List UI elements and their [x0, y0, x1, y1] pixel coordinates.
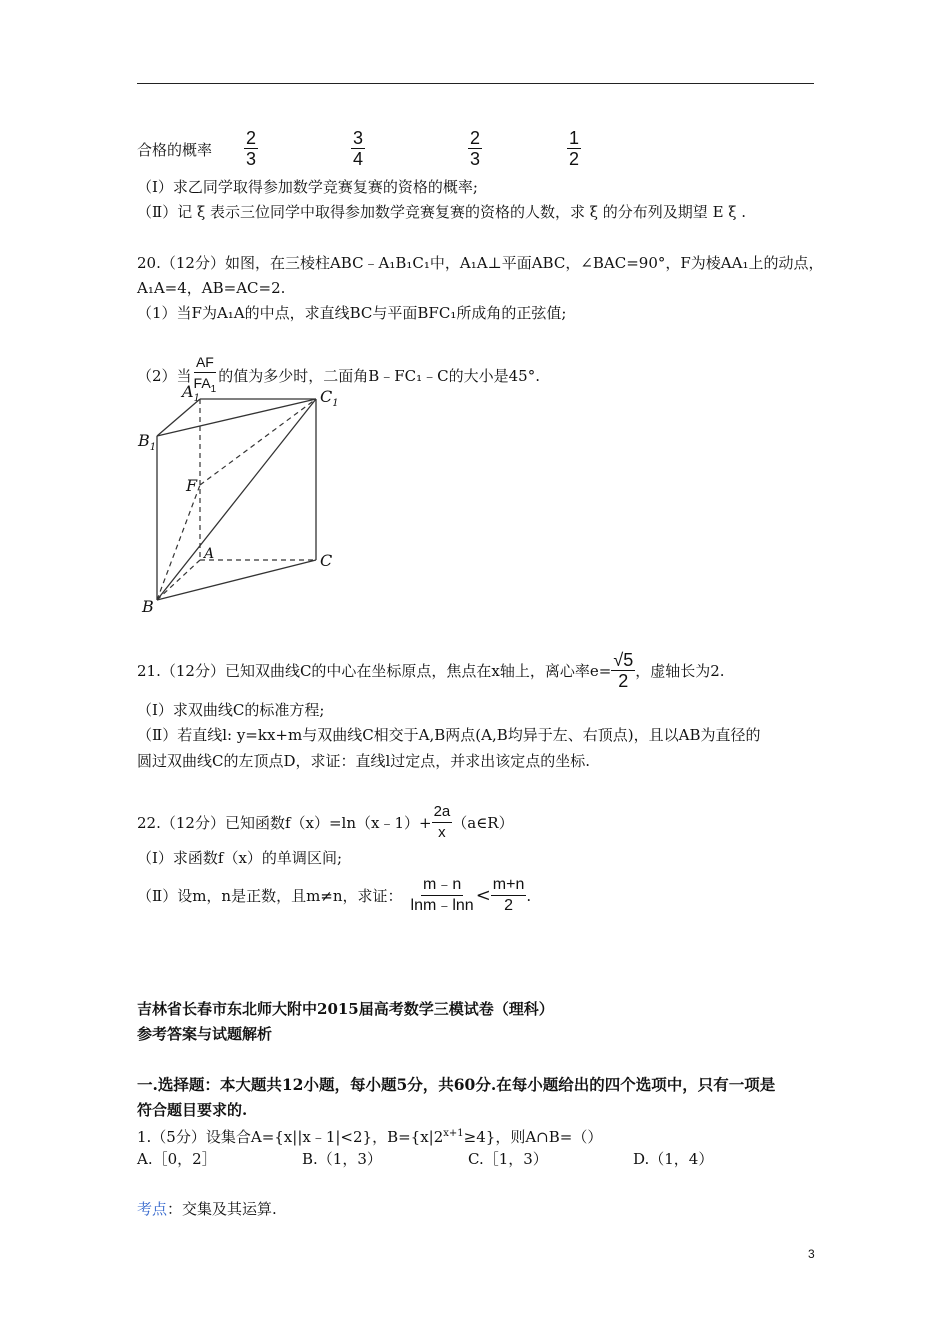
label-c: C: [320, 551, 333, 570]
q21-stem: 21.（12分）已知双曲线C的中心在坐标原点，焦点在x轴上，离心率e= $\frac{√5}{2}$ ，虚轴长为2.: [137, 650, 725, 691]
answer-title: 吉林省长春市东北师大附中2015届高考数学三模试卷（理科）: [137, 1000, 554, 1018]
edge-b-c: [157, 560, 316, 600]
edge-b-c1: [157, 399, 316, 600]
q20-stem-line1: 20.（12分）如图，在三棱柱ABC﹣A₁B₁C₁中，A₁A⊥平面ABC，∠BAC=90°，F为棱AA₁上的动点，: [137, 254, 824, 272]
q20-part1: （1）当F为A₁A的中点，求直线BC与平面BFC₁所成角的正弦值;: [137, 304, 567, 322]
page-number: 3: [808, 1247, 815, 1261]
section1-heading-line1: 一.选择题：本大题共12小题，每小题5分，共60分.在每小题给出的四个选项中，只有一项是: [137, 1075, 776, 1094]
label-b1: $B_1$: [138, 431, 157, 453]
q21-part1: （Ⅰ）求双曲线C的标准方程;: [137, 701, 325, 719]
header-rule: [137, 83, 814, 84]
prism-figure: [130, 380, 350, 620]
q1-stem: 1.（5分）设集合A={x||x﹣1|<2}，$B=\{x|2^{x+1}\ge 4\}$，则A∩B=（）: [137, 1128, 603, 1146]
q22-part1: （Ⅰ）求函数f（x）的单调区间;: [137, 849, 342, 867]
prob-value-2: $\frac{3}{4}$: [353, 128, 364, 169]
prob-value-3: $\frac{2}{3}$: [470, 128, 481, 169]
kaodian-line: [137, 1199, 277, 1219]
q19-part1: （Ⅰ）求乙同学取得参加数学竞赛复赛的资格的概率;: [137, 178, 478, 196]
q22-part2: （Ⅱ）设m，n是正数，且m≠n，求证： $\frac{m﹣n}{\ln m﹣\ln n}$ < $\frac{m+n}{2}$ .: [137, 876, 532, 914]
q1-option-d: D.（1，4）: [633, 1150, 714, 1168]
label-a: A: [204, 546, 215, 562]
prob-value-1: $\frac{2}{3}$: [246, 128, 257, 169]
prob-value-4: $\frac{1}{2}$: [569, 128, 580, 169]
q21-part2-line1: （Ⅱ）若直线l: y=kx+m与双曲线C相交于A,B两点(A,B均异于左、右顶点)，且以AB为直径的: [137, 726, 761, 744]
section1-heading-line2: 符合题目要求的.: [137, 1101, 248, 1119]
q1-option-b: B.（1，3）: [302, 1150, 382, 1168]
label-a1: $A_1$: [182, 382, 200, 404]
q22-stem: 22.（12分）已知函数f（x）=ln（x﹣1）+ $\frac{2a}{x}$ （a∈R）: [137, 803, 514, 841]
q1-option-c: C.［1，3）: [468, 1150, 548, 1168]
label-f: F: [186, 476, 198, 495]
q1-option-a: A.［0，2］: [137, 1150, 217, 1168]
q20-stem-line2: A₁A=4，AB=AC=2.: [137, 279, 286, 297]
kaodian-text: ：交集及其运算.: [167, 1200, 277, 1218]
prob-label: 合格的概率: [137, 141, 213, 159]
edge-b-f: [157, 485, 200, 600]
q19-part2: （Ⅱ）记 ξ 表示三位同学中取得参加数学竞赛复赛的资格的人数，求 ξ 的分布列及期望 E ξ .: [137, 203, 747, 221]
edge-b1-c1: [157, 399, 316, 436]
label-b: B: [142, 597, 154, 616]
q20-part2: （2）当 $\frac{AF}{FA_1}$ 的值为多少时，二面角B﹣FC₁﹣C的大小是45°.: [137, 354, 540, 395]
kaodian-label: 考点: [137, 1200, 168, 1218]
label-c1: $C_1$: [320, 387, 339, 409]
answer-subtitle: 参考答案与试题解析: [137, 1025, 273, 1043]
q21-part2-line2: 圆过双曲线C的左顶点D，求证：直线l过定点，并求出该定点的坐标.: [137, 752, 591, 770]
